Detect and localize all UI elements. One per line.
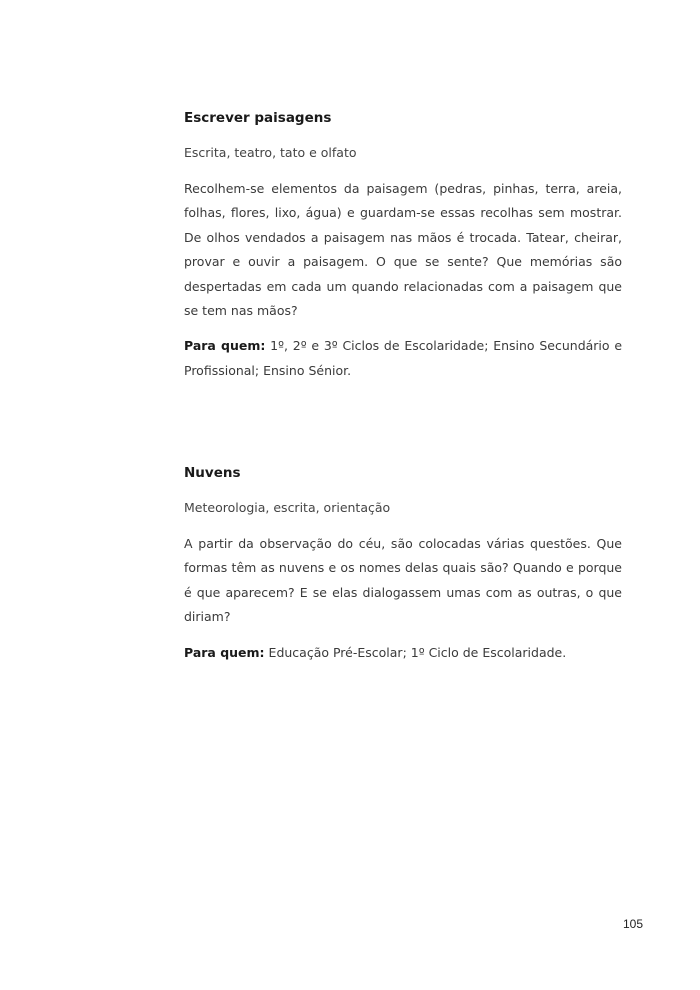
activity-audience	[184, 334, 622, 383]
activity-subtitle: Meteorologia, escrita, orientação	[184, 500, 391, 515]
activity-escrever-paisagens	[184, 108, 622, 383]
activity-nuvens	[184, 463, 622, 665]
activity-subtitle: Escrita, teatro, tato e olfato	[184, 145, 357, 160]
audience-text: Educação Pré-Escolar; 1º Ciclo de Escolaridade.	[268, 644, 567, 660]
activity-description: A partir da observação do céu, são colocadas várias questões. Que formas têm as nuvens e os nomes delas quais são? Quando e porque é que aparecem? E se elas dialogassem umas com as outras, o que diriam?	[184, 536, 622, 625]
audience-text: 1º, 2º e 3º Ciclos de Escolaridade; Ensino Secundário e Profissional; Ensino Sénior.	[184, 338, 623, 378]
activity-description: Recolhem-se elementos da paisagem (pedras, pinhas, terra, areia, folhas, flores, lixo, água) e guardam-se essas recolhas sem mostrar. De olhos vendados a paisagem nas mãos é trocada. Tatear, cheirar, provar e ouvir a paisagem. O que se sente? Que memórias são despertadas em cada um quando relacionadas com a paisagem que se tem nas mãos?	[184, 181, 622, 319]
page-number: 105	[622, 917, 643, 931]
audience-label: Para quem:	[184, 338, 266, 354]
activity-audience	[184, 641, 622, 665]
activity-title: Nuvens	[184, 465, 241, 481]
activity-title: Escrever paisagens	[184, 110, 332, 126]
audience-label: Para quem:	[184, 644, 265, 660]
